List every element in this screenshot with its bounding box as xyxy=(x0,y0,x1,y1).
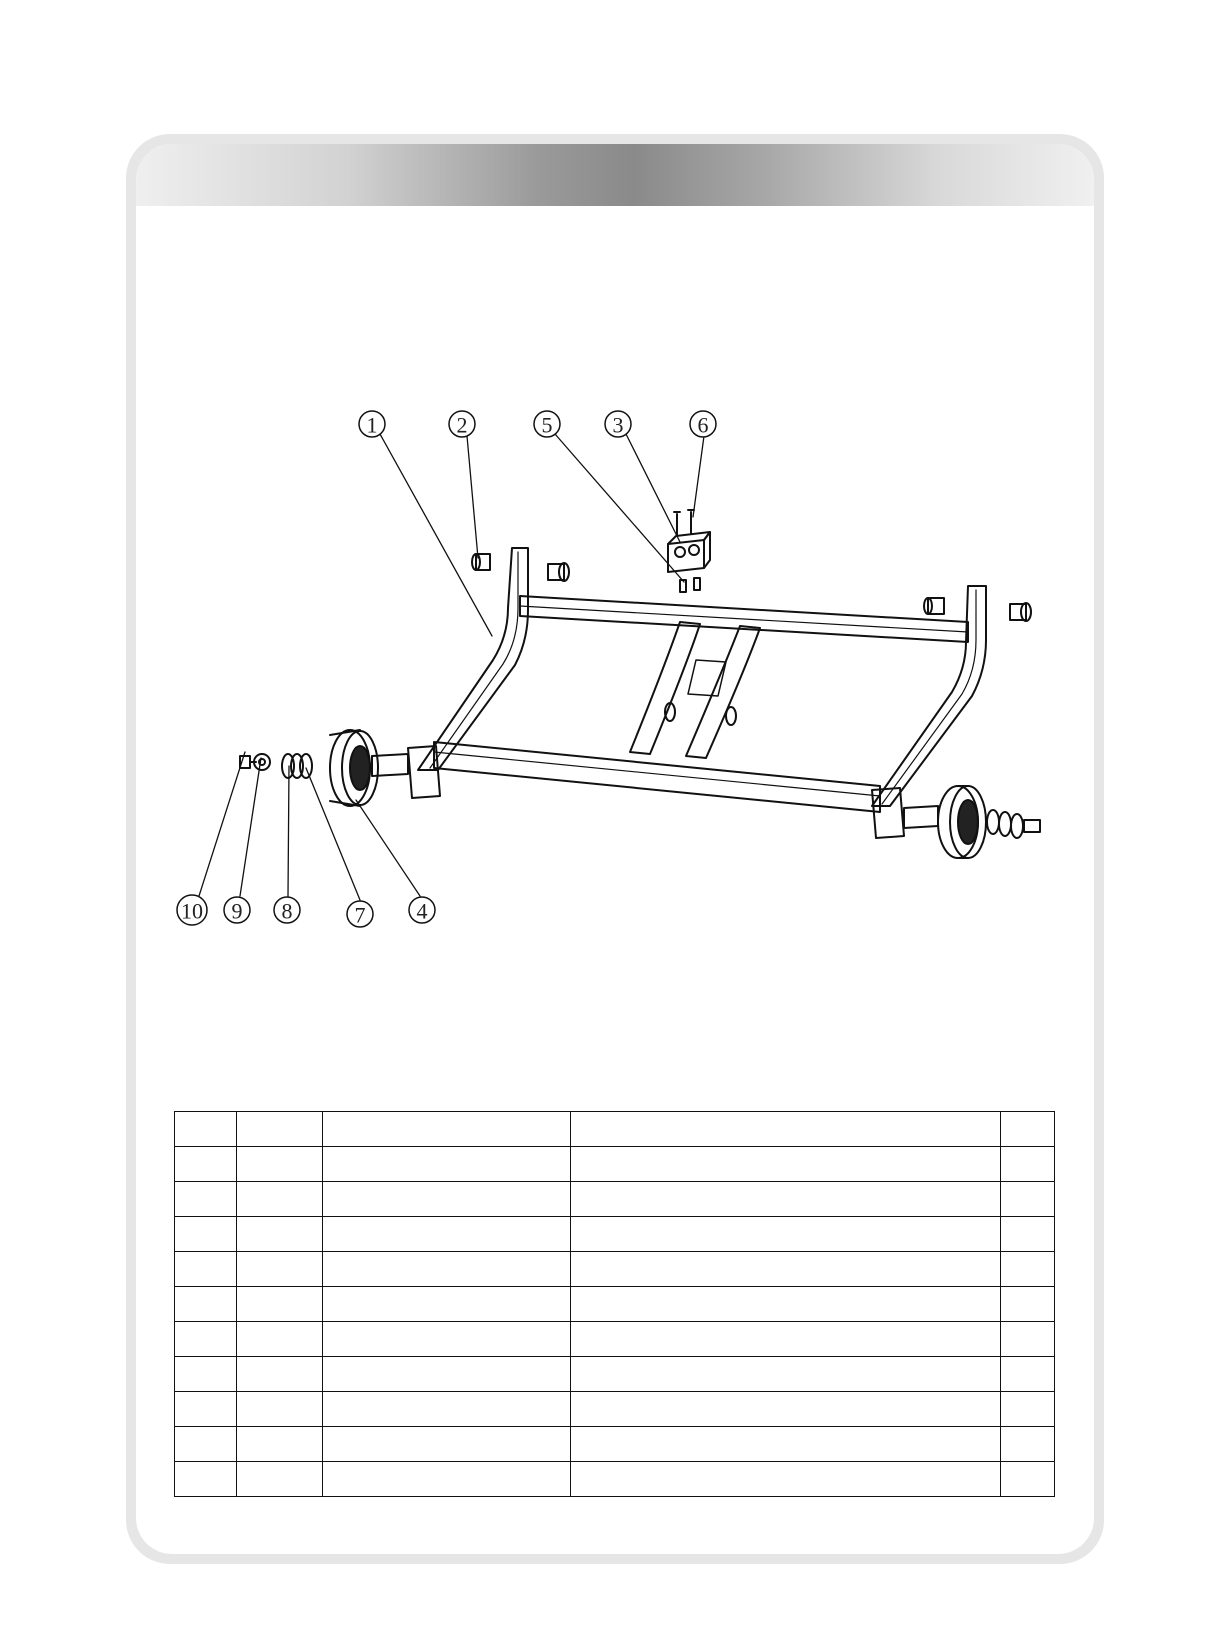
table-cell xyxy=(1001,1287,1055,1322)
nut xyxy=(694,578,700,590)
washer xyxy=(987,810,999,834)
table-cell xyxy=(237,1392,323,1427)
table-cell xyxy=(1001,1392,1055,1427)
callout-4: 4 xyxy=(416,898,428,924)
leader-line xyxy=(240,758,261,896)
table-row xyxy=(175,1287,1055,1322)
header-cell xyxy=(1001,1112,1055,1147)
table-cell xyxy=(1001,1427,1055,1462)
table-cell xyxy=(571,1182,1001,1217)
table-cell xyxy=(237,1252,323,1287)
leader-line xyxy=(356,800,420,896)
header-cell xyxy=(571,1112,1001,1147)
header-cell xyxy=(323,1112,571,1147)
leader-line xyxy=(693,436,704,517)
table-cell xyxy=(571,1357,1001,1392)
table-cell xyxy=(323,1147,571,1182)
table-cell xyxy=(323,1427,571,1462)
leader-line xyxy=(555,434,684,582)
table-cell xyxy=(1001,1252,1055,1287)
center-bracket xyxy=(688,660,726,696)
table-cell xyxy=(1001,1182,1055,1217)
bolt xyxy=(1024,820,1040,832)
exploded-diagram xyxy=(0,380,1227,980)
table-cell xyxy=(175,1287,237,1322)
table-cell xyxy=(175,1217,237,1252)
table-cell xyxy=(175,1392,237,1427)
table-cell xyxy=(237,1217,323,1252)
table-row xyxy=(175,1182,1055,1217)
table-row xyxy=(175,1357,1055,1392)
table-cell xyxy=(323,1217,571,1252)
table-row xyxy=(175,1147,1055,1182)
bushing xyxy=(548,564,564,580)
callout-10: 10 xyxy=(181,898,203,924)
leader-line xyxy=(288,766,289,896)
table-cell xyxy=(175,1147,237,1182)
table-cell xyxy=(323,1182,571,1217)
callout-3: 3 xyxy=(612,412,624,438)
table-cell xyxy=(1001,1322,1055,1357)
table-cell xyxy=(571,1462,1001,1497)
table-cell xyxy=(571,1217,1001,1252)
table-cell xyxy=(571,1252,1001,1287)
table-cell xyxy=(323,1322,571,1357)
frame-bolt xyxy=(726,707,736,725)
header-cell xyxy=(175,1112,237,1147)
table-cell xyxy=(1001,1217,1055,1252)
parts-table xyxy=(174,1111,1055,1497)
table-row xyxy=(175,1252,1055,1287)
table-cell xyxy=(237,1182,323,1217)
leader-line xyxy=(626,434,680,542)
table-cell xyxy=(571,1392,1001,1427)
table-row xyxy=(175,1427,1055,1462)
leader-line xyxy=(467,436,478,558)
table-cell xyxy=(237,1462,323,1497)
table-cell xyxy=(175,1462,237,1497)
right-axle-stub xyxy=(904,806,938,828)
table-cell xyxy=(175,1252,237,1287)
callout-2: 2 xyxy=(456,412,468,438)
table-cell xyxy=(237,1322,323,1357)
table-cell xyxy=(323,1357,571,1392)
table-cell xyxy=(323,1392,571,1427)
header-band xyxy=(136,144,1094,206)
callout-7: 7 xyxy=(354,902,366,928)
table-row xyxy=(175,1462,1055,1497)
table-row xyxy=(175,1392,1055,1427)
washer xyxy=(1011,814,1023,838)
table-cell xyxy=(1001,1357,1055,1392)
leader-line xyxy=(380,434,492,636)
table-cell xyxy=(237,1427,323,1462)
table-cell xyxy=(1001,1462,1055,1497)
table-cell xyxy=(175,1322,237,1357)
table-cell xyxy=(571,1147,1001,1182)
bushing xyxy=(1010,604,1026,620)
table-header-row xyxy=(175,1112,1055,1147)
table-cell xyxy=(1001,1147,1055,1182)
table-cell xyxy=(323,1462,571,1497)
left-frame-arm xyxy=(418,548,528,770)
table-cell xyxy=(571,1322,1001,1357)
table-cell xyxy=(323,1252,571,1287)
callout-5: 5 xyxy=(541,412,553,438)
callout-8: 8 xyxy=(281,898,293,924)
center-rail-right xyxy=(686,626,760,758)
header-cell xyxy=(237,1112,323,1147)
callout-6: 6 xyxy=(697,412,709,438)
table-cell xyxy=(175,1427,237,1462)
table-cell xyxy=(571,1287,1001,1322)
callout-9: 9 xyxy=(231,898,243,924)
washer xyxy=(999,812,1011,836)
table-cell xyxy=(237,1287,323,1322)
table-cell xyxy=(237,1357,323,1392)
left-end-cap xyxy=(408,746,440,798)
table-row xyxy=(175,1322,1055,1357)
washer xyxy=(282,754,294,778)
table-cell xyxy=(237,1147,323,1182)
leader-line xyxy=(199,752,245,896)
table-cell xyxy=(571,1427,1001,1462)
mount-block xyxy=(668,540,704,572)
table-cell xyxy=(175,1182,237,1217)
table-cell xyxy=(175,1357,237,1392)
table-cell xyxy=(323,1287,571,1322)
front-crossbar xyxy=(434,742,880,812)
callout-1: 1 xyxy=(366,412,378,438)
table-row xyxy=(175,1217,1055,1252)
